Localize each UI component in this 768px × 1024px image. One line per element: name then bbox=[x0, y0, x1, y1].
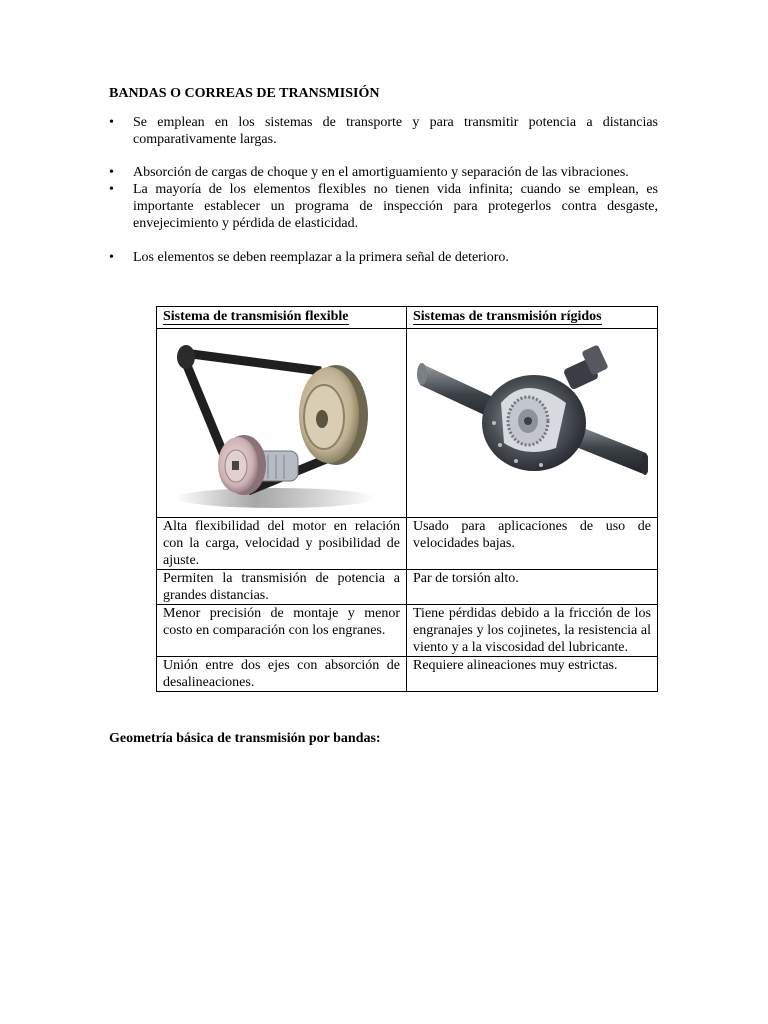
belt-drive-image bbox=[157, 329, 407, 518]
table-header-flexible: Sistema de transmisión flexible bbox=[157, 307, 407, 329]
table-image-row bbox=[157, 329, 658, 518]
table-cell: Par de torsión alto. bbox=[407, 570, 658, 605]
rigid-axle-differential-image bbox=[407, 329, 658, 518]
page-title: BANDAS O CORREAS DE TRANSMISIÓN bbox=[109, 86, 380, 101]
table-cell: Requiere alineaciones muy estrictas. bbox=[407, 657, 658, 692]
table-row bbox=[157, 605, 658, 657]
section-subheading: Geometría básica de transmisión por bandas: bbox=[109, 731, 381, 746]
comparison-table bbox=[156, 306, 658, 692]
table-header-row bbox=[157, 307, 658, 329]
bullet-text: La mayoría de los elementos flexibles no tienen vida infinita; cuando se emplean, es importante establecer un programa de inspección para protegerlos contra desgaste, envejecimiento y pérdida de elasticidad. bbox=[133, 182, 658, 231]
table-cell: Alta flexibilidad del motor en relación con la carga, velocidad y posibilidad de ajuste. bbox=[157, 518, 407, 570]
bullet-icon: • bbox=[109, 250, 114, 265]
table-cell: Tiene pérdidas debido a la fricción de los engranajes y los cojinetes, la resistencia al viento y a la viscosidad del lubricante. bbox=[407, 605, 658, 657]
table-row bbox=[157, 518, 658, 570]
bullet-text: Se emplean en los sistemas de transporte y para transmitir potencia a distancias comparativamente largas. bbox=[133, 115, 658, 147]
bullet-item bbox=[109, 114, 658, 148]
table-header-rigid: Sistemas de transmisión rígidos bbox=[407, 307, 658, 329]
bullet-item bbox=[109, 249, 658, 266]
table-cell: Menor precisión de montaje y menor costo en comparación con los engranes. bbox=[157, 605, 407, 657]
bullet-text: Los elementos se deben reemplazar a la primera señal de deterioro. bbox=[133, 250, 509, 265]
bullet-icon: • bbox=[109, 182, 114, 197]
table-row bbox=[157, 657, 658, 692]
bullet-item bbox=[109, 164, 658, 181]
bullet-list bbox=[109, 114, 658, 266]
table-cell: Unión entre dos ejes con absorción de desalineaciones. bbox=[157, 657, 407, 692]
bullet-text: Absorción de cargas de choque y en el amortiguamiento y separación de las vibraciones. bbox=[133, 165, 629, 180]
table-row bbox=[157, 570, 658, 605]
bullet-icon: • bbox=[109, 165, 114, 180]
table-cell: Usado para aplicaciones de uso de velocidades bajas. bbox=[407, 518, 658, 570]
bullet-icon: • bbox=[109, 115, 114, 130]
bullet-item bbox=[109, 181, 658, 232]
table-cell: Permiten la transmisión de potencia a grandes distancias. bbox=[157, 570, 407, 605]
